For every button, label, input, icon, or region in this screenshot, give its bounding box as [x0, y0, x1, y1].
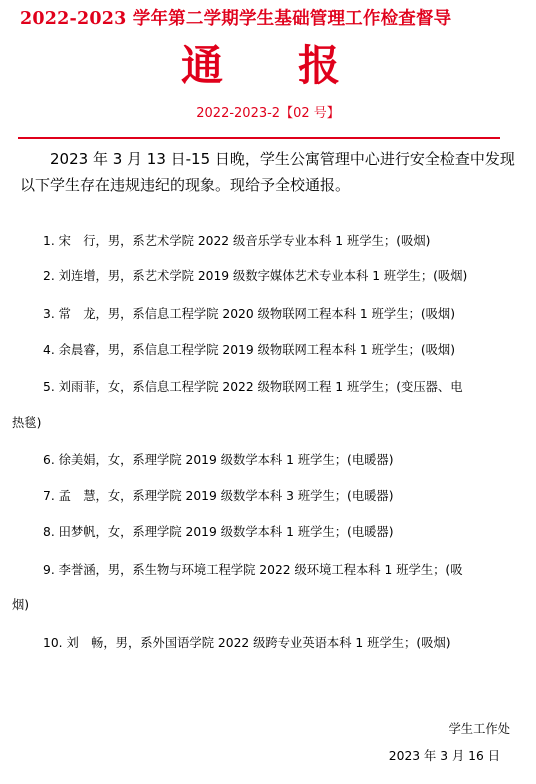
document-number: 2022-2023-2【02 号】 [196, 106, 340, 121]
list-item: 5. 刘雨菲，女，系信息工程学院 2022 级物联网工程 1 班学生；(变压器、电 [43, 380, 463, 394]
list-item: 10. 刘 畅，男，系外国语学院 2022 级跨专业英语本科 1 班学生；(吸烟) [43, 636, 451, 650]
issuer-signature: 学生工作处 [448, 722, 510, 736]
intro-line-2: 以下学生存在违规违纪的现象。现给予全校通报。 [20, 176, 351, 194]
list-item-continuation: 热毯) [12, 416, 42, 430]
list-item: 4. 余晨睿，男，系信息工程学院 2019 级物联网工程本科 1 班学生；(吸烟) [43, 343, 456, 357]
red-divider-line [18, 137, 500, 139]
list-item: 3. 常 龙，男，系信息工程学院 2020 级物联网工程本科 1 班学生；(吸烟) [43, 307, 456, 321]
list-item-continuation: 烟) [12, 598, 30, 612]
list-item: 7. 孟 慧，女，系理学院 2019 级数学本科 3 班学生；(电暖器) [43, 489, 394, 503]
big-title-char-1: 通 [181, 41, 224, 90]
list-item: 8. 田梦帆，女，系理学院 2019 级数学本科 1 班学生；(电暖器) [43, 525, 394, 539]
issue-date: 2023 年 3 月 16 日 [388, 749, 500, 763]
big-title-char-2: 报 [298, 41, 341, 90]
list-item: 1. 宋 行，男，系艺术学院 2022 级音乐学专业本科 1 班学生；(吸烟) [43, 234, 431, 248]
big-title [0, 40, 536, 92]
list-item: 9. 李誉涵，男，系生物与环境工程学院 2022 级环境工程本科 1 班学生；(吸 [43, 563, 463, 577]
intro-line-1: 2023 年 3 月 13 日-15 日晚，学生公寓管理中心进行安全检查中发现 [50, 150, 515, 168]
list-item: 2. 刘连增，男，系艺术学院 2019 级数字媒体艺术专业本科 1 班学生；(吸烟) [43, 269, 468, 283]
document-header-title: 2022-2023 学年第二学期学生基础管理工作检查督导 [20, 9, 452, 29]
list-item: 6. 徐美娟，女，系理学院 2019 级数学本科 1 班学生；(电暖器) [43, 453, 394, 467]
intro-paragraph [20, 146, 520, 198]
